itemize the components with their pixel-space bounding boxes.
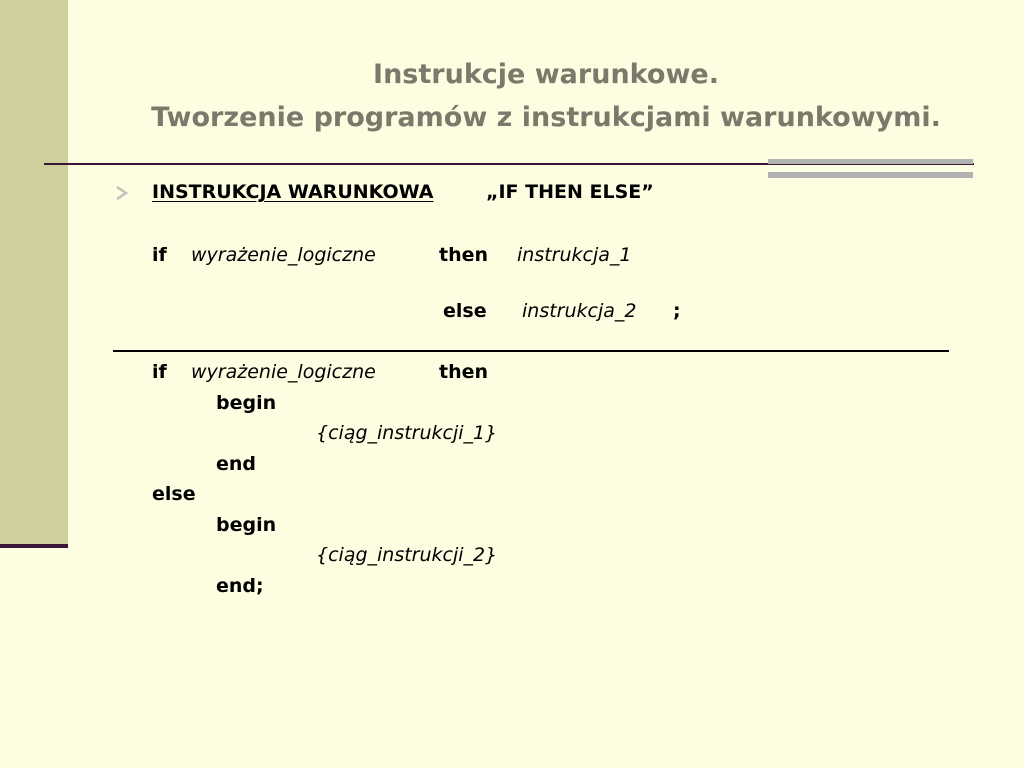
syntax2-begin1: begin [216,392,277,414]
slide-title-line1: Instrukcje warunkowe. [373,59,719,90]
syntax1-instruction2: instrukcja_2 [522,300,637,322]
header-accent-bar-top [768,159,973,164]
syntax1-keyword-if: if [152,244,167,266]
syntax2-block2: {ciąg_instrukcji_2} [316,544,498,566]
syntax2-block1: {ciąg_instrukcji_1} [316,422,498,444]
header-accent-bar-bottom [768,172,973,178]
syntax2-keyword-else: else [152,483,196,505]
bullet-heading: INSTRUKCJA WARUNKOWA [152,181,434,203]
sidebar-divider [0,544,68,548]
syntax1-semicolon: ; [673,300,681,322]
syntax1-keyword-else: else [443,300,487,322]
section-separator [113,350,949,352]
syntax2-end1: end [216,453,257,475]
syntax1-instruction1: instrukcja_1 [517,244,632,266]
arrow-bullet-icon [114,184,130,202]
syntax2-expression: wyrażenie_logiczne [191,361,376,383]
syntax2-begin2: begin [216,514,277,536]
syntax1-expression: wyrażenie_logiczne [191,244,376,266]
syntax2-keyword-if: if [152,361,167,383]
syntax2-keyword-then: then [439,361,489,383]
bullet-subheading: „IF THEN ELSE” [486,181,654,203]
syntax2-end2: end; [216,575,264,597]
syntax1-keyword-then: then [439,244,489,266]
slide-title-line2: Tworzenie programów z instrukcjami warunkowymi. [151,102,941,133]
sidebar-band [0,0,68,544]
